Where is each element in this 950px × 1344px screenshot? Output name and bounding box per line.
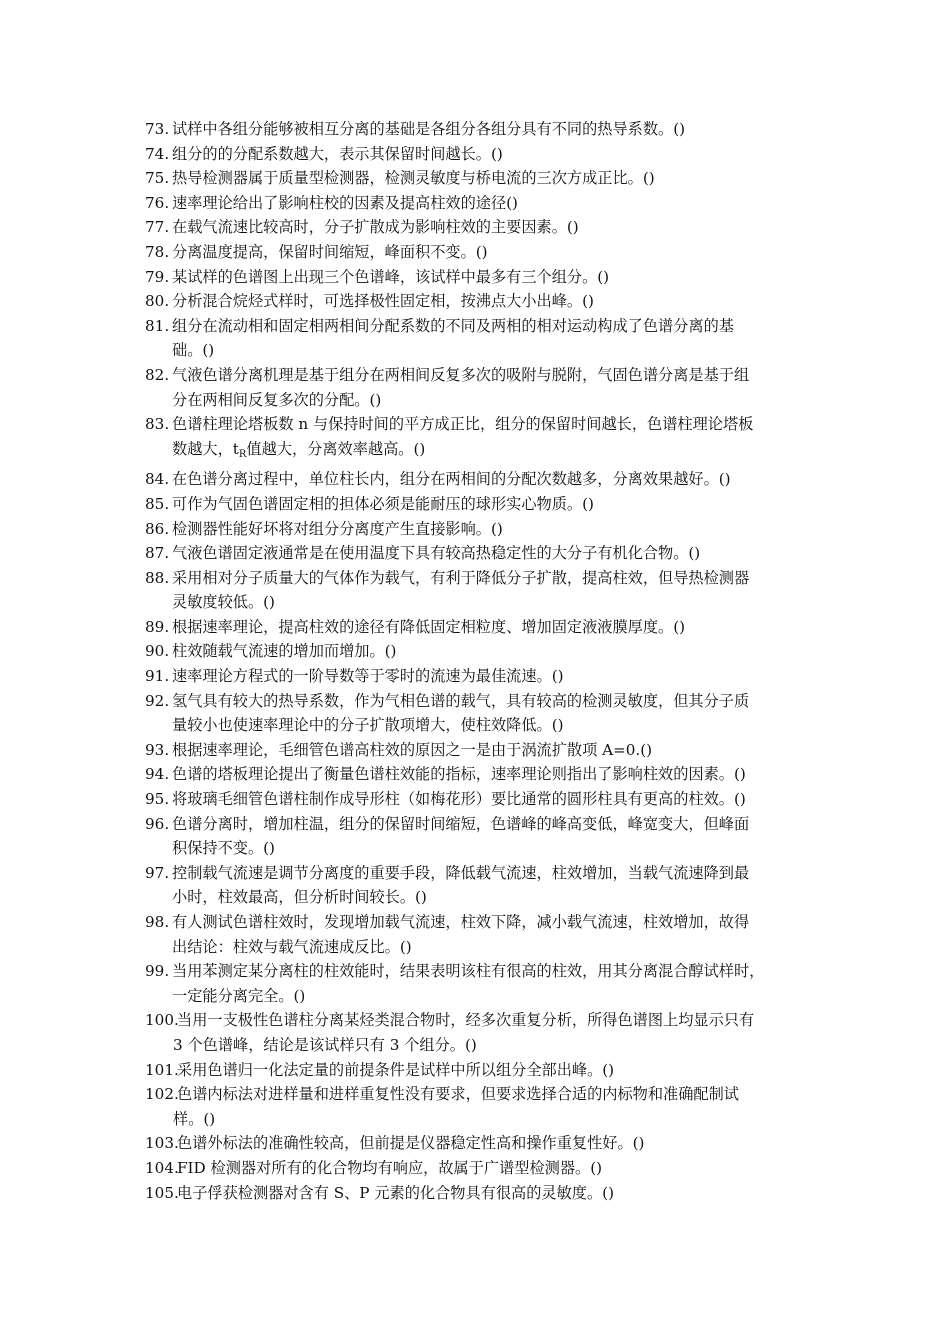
item-text: 当用一支极性色谱柱分离某烃类混合物时，经多次重复分析，所得色谱图上均显示只有: [177, 1011, 755, 1030]
list-item: [145, 1131, 810, 1156]
item-number: 84.: [145, 470, 170, 489]
item-text-continued: 一定能分离完全。(): [172, 986, 306, 1005]
item-number: 74.: [145, 144, 170, 163]
item-text: 气液色谱固定液通常是在使用温度下具有较高热稳定性的大分子有机化合物。(): [172, 544, 701, 563]
item-text-continued: 积保持不变。(): [172, 839, 275, 858]
item-text: 根据速率理论，提高柱效的途径有降低固定相粒度、增加固定液液膜厚度。(): [172, 617, 686, 636]
list-item: [145, 265, 810, 290]
item-text: 试样中各组分能够被相互分离的基础是各组分各组分具有不同的热导系数。(): [172, 120, 686, 138]
list-item: [145, 314, 810, 363]
item-number: 103.: [145, 1134, 179, 1153]
item-text: 控制载气流速是调节分离度的重要手段，降低载气流速，柱效增加，当载气流速降到最: [172, 863, 750, 882]
list-item: [145, 959, 810, 1008]
list-item: [145, 215, 810, 240]
item-text: 分析混合烷烃式样时，可选择极性固定相，按沸点大小出峰。(): [172, 292, 594, 311]
list-item: [145, 289, 810, 314]
item-text: 色谱的塔板理论提出了衡量色谱柱效能的指标，速率理论则指出了影响柱效的因素。(): [172, 765, 746, 784]
item-number: 85.: [145, 494, 170, 513]
item-number: 101.: [145, 1060, 179, 1079]
list-item: [145, 467, 810, 492]
item-text: 氢气具有较大的热导系数，作为气相色谱的载气，具有较高的检测灵敏度，但其分子质: [172, 691, 750, 710]
list-item: [145, 492, 810, 517]
list-item: [145, 517, 810, 542]
item-number: 104.: [145, 1158, 179, 1177]
list-item: [145, 142, 810, 167]
item-text-continued: 3 个色谱峰，结论是该试样只有 3 个组分。(): [173, 1035, 477, 1054]
item-text-continued: 量较小也使速率理论中的分子扩散项增大，使柱效降低。(): [172, 716, 564, 735]
item-number: 96.: [145, 814, 170, 833]
item-number: 97.: [145, 863, 170, 882]
item-text: 在色谱分离过程中，单位柱长内，组分在两相间的分配次数越多，分离效果越好。(): [172, 470, 731, 489]
item-text: 组分的的分配系数越大，表示其保留时间越长。(): [172, 144, 503, 163]
list-item: [145, 166, 810, 191]
item-number: 79.: [145, 267, 170, 286]
item-number: 102.: [145, 1085, 179, 1104]
item-number: 105.: [145, 1183, 179, 1202]
item-text-continued: 础。(): [172, 341, 215, 360]
list-item: [145, 689, 810, 738]
item-text: 热导检测器属于质量型检测器，检测灵敏度与桥电流的三次方成正比。(): [172, 169, 655, 188]
item-number: 76.: [145, 193, 170, 212]
list-item: [145, 615, 810, 640]
list-item: [145, 117, 810, 142]
item-text: 将玻璃毛细管色谱柱制作成导形柱（如梅花形）要比通常的圆形柱具有更高的柱效。(): [172, 790, 746, 809]
list-item: [145, 787, 810, 812]
item-text: 采用色谱归一化法定量的前提条件是试样中所以组分全部出峰。(): [177, 1060, 615, 1079]
item-number: 89.: [145, 617, 170, 636]
list-item: [145, 639, 810, 664]
item-text: 电子俘获检测器对含有 S、P 元素的化合物具有很高的灵敏度。(): [177, 1183, 615, 1202]
list-item: [145, 738, 810, 763]
item-number: 98.: [145, 913, 170, 931]
item-number: 100.: [145, 1011, 179, 1030]
item-text-part: 数越大，t: [172, 439, 239, 458]
item-number: 93.: [145, 740, 170, 759]
item-text: 在载气流速比较高时，分子扩散成为影响柱效的主要因素。(): [172, 218, 579, 237]
item-number: 77.: [145, 218, 170, 237]
item-text-continued: 样。(): [173, 1109, 216, 1128]
item-text: 速率理论方程式的一阶导数等于零时的流速为最佳流速。(): [172, 667, 564, 686]
item-text: 速率理论给出了影响柱校的因素及提高柱效的途径(): [172, 193, 518, 212]
list-item: [145, 861, 810, 910]
list-item: [145, 1008, 810, 1057]
item-number: 87.: [145, 544, 170, 563]
item-text: FID 检测器对所有的化合物均有响应，故属于广谱型检测器。(): [177, 1158, 603, 1177]
list-item: [145, 412, 810, 467]
item-text: 色谱外标法的准确性较高，但前提是仪器稳定性高和操作重复性好。(): [177, 1134, 645, 1153]
item-number: 99.: [145, 962, 170, 981]
item-text: 可作为气固色谱固定相的担体必须是能耐压的球形实心物质。(): [172, 494, 594, 513]
list-item: [145, 910, 810, 959]
item-number: 95.: [145, 790, 170, 809]
item-number: 83.: [145, 415, 170, 434]
item-text: 有人测试色谱柱效时，发现增加载气流速，柱效下降，减小载气流速，柱效增加，故得: [172, 913, 750, 931]
item-text-part: 值越大，分离效率越高。(): [246, 439, 426, 458]
list-item: [145, 1156, 810, 1181]
list-item: [145, 541, 810, 566]
list-item: [145, 1058, 810, 1083]
item-number: 73.: [145, 120, 170, 138]
list-item: [145, 1082, 810, 1131]
item-number: 94.: [145, 765, 170, 784]
item-text-continued: 小时，柱效最高，但分析时间较长。(): [172, 888, 427, 907]
item-text: 色谱内标法对进样量和进样重复性没有要求，但要求选择合适的内标物和准确配制试: [177, 1085, 739, 1104]
list-item: [145, 762, 810, 787]
subscript: R: [238, 448, 247, 460]
item-number: 80.: [145, 292, 170, 311]
item-text: 气液色谱分离机理是基于组分在两相间反复多次的吸附与脱附，气固色谱分离是基于组: [172, 365, 750, 384]
item-text: 色谱分离时，增加柱温，组分的保留时间缩短，色谱峰的峰高变低，峰宽变大，但峰面: [172, 814, 750, 833]
item-number: 86.: [145, 519, 170, 538]
item-text: 当用苯测定某分离柱的柱效能时，结果表明该柱有很高的柱效，用其分离混合醇试样时，: [172, 962, 765, 981]
item-text-continued: 分在两相间反复多次的分配。(): [172, 390, 382, 409]
item-number: 92.: [145, 691, 170, 710]
item-number: 88.: [145, 568, 170, 587]
item-text: 组分在流动相和固定相两相间分配系数的不同及两相的相对运动构成了色谱分离的基: [172, 316, 734, 335]
item-text: 色谱柱理论塔板数 n 与保持时间的平方成正比，组分的保留时间越长，色谱柱理论塔板: [172, 415, 754, 434]
list-item: [145, 240, 810, 265]
list-item: [145, 664, 810, 689]
item-text: 根据速率理论，毛细管色谱高柱效的原因之一是由于涡流扩散项 A=0.(): [172, 740, 653, 759]
item-text-continued: 出结论：柱效与载气流速成反比。(): [172, 937, 412, 956]
list-item: [145, 363, 810, 412]
item-number: 82.: [145, 365, 170, 384]
list-item: [145, 191, 810, 216]
item-text: 检测器性能好坏将对组分分离度产生直接影响。(): [172, 519, 503, 538]
item-number: 78.: [145, 242, 170, 261]
item-text: 分离温度提高，保留时间缩短，峰面积不变。(): [172, 242, 488, 261]
item-text-continued: [172, 437, 810, 468]
item-number: 90.: [145, 642, 170, 661]
item-text: 某试样的色谱图上出现三个色谱峰，该试样中最多有三个组分。(): [172, 267, 610, 286]
item-text: 采用相对分子质量大的气体作为载气，有利于降低分子扩散，提高柱效，但导热检测器: [172, 568, 750, 587]
list-item: [145, 812, 810, 861]
question-list: [145, 117, 810, 1205]
item-text: 柱效随载气流速的增加而增加。(): [172, 642, 397, 661]
item-number: 81.: [145, 316, 170, 335]
item-number: 75.: [145, 169, 170, 188]
list-item: [145, 1181, 810, 1206]
list-item: [145, 566, 810, 615]
item-number: 91.: [145, 667, 170, 686]
item-text-continued: 灵敏度较低。(): [172, 593, 275, 612]
